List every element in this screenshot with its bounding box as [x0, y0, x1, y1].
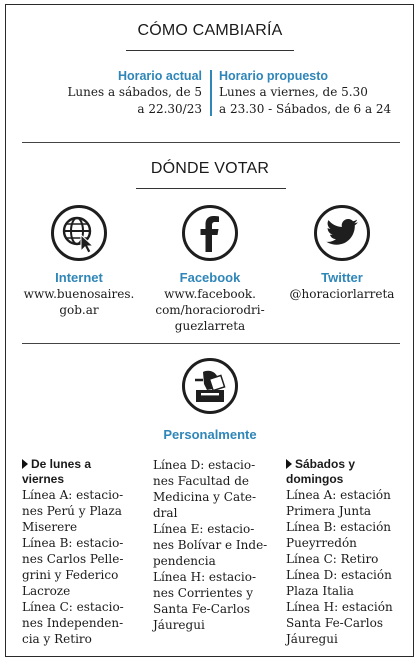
station-line: nes Perú y Plaza [22, 504, 122, 518]
station-line: Línea D: estación [286, 568, 392, 582]
bullet-triangle-icon [286, 459, 292, 469]
station-line: Línea A: estación [286, 488, 391, 502]
twitter-bird-icon [314, 205, 370, 261]
column-weekdays-2 [153, 457, 283, 633]
station-line: Jáuregui [286, 632, 338, 646]
channel-value-facebook-line: guezlarreta [174, 319, 246, 333]
current-schedule-line: Lunes a sábados, de 5 [67, 85, 202, 99]
section-title-donde-votar: DÓNDE VOTAR [150, 160, 270, 177]
column-weekends [286, 457, 406, 647]
current-schedule-heading: Horario actual [117, 69, 202, 83]
section-title-como-cambiaria: CÓMO CAMBIARÍA [137, 22, 283, 39]
station-line: Miserere [22, 520, 78, 534]
channel-name-twitter: Twitter [321, 270, 363, 285]
station-line: pendencia [153, 554, 216, 568]
channel-value-twitter-line: @horaciorlarreta [289, 287, 395, 301]
channel-name-internet: Internet [55, 270, 103, 285]
column-heading: De lunes a viernes [22, 457, 92, 486]
station-line: nes Facultad de [153, 474, 250, 488]
facebook-icon [182, 205, 238, 261]
channel-value-internet-line: gob.ar [59, 303, 99, 317]
bullet-triangle-icon [22, 459, 28, 469]
channel-value-facebook-line: www.facebook. [164, 287, 256, 301]
channel-value-facebook-line: com/horaciorodri- [155, 303, 265, 317]
station-line: Línea H: estacio- [153, 570, 257, 584]
station-line: Plaza Italia [286, 584, 354, 598]
personalmente-heading: Personalmente [163, 427, 257, 442]
station-line: Línea H: estación [286, 600, 393, 614]
station-line: cia y Retiro [22, 632, 92, 646]
station-line: nes Corrientes y [153, 586, 254, 600]
station-line: Santa Fe-Carlos [286, 616, 384, 630]
station-line: Medicina y Cate- [153, 490, 257, 504]
proposed-schedule-heading: Horario propuesto [219, 69, 329, 83]
station-line: Línea C: Retiro [286, 552, 379, 566]
current-schedule-line: a 22.30/23 [137, 102, 202, 116]
station-line: Línea B: estacio- [22, 536, 124, 550]
station-line: Santa Fe-Carlos [153, 602, 251, 616]
title-underline [126, 50, 294, 51]
channel-value-internet-line: www.buenosaires. [23, 287, 135, 301]
station-line: Línea D: estacio- [153, 458, 256, 472]
station-line: Línea E: estacio- [153, 522, 255, 536]
station-line: grini y Federico [22, 568, 119, 582]
channel-name-facebook: Facebook [179, 270, 241, 285]
station-line: nes Independen- [22, 616, 124, 630]
station-line: Jáuregui [153, 618, 205, 632]
proposed-schedule-line: a 23.30 - Sábados, de 6 a 24 [219, 102, 392, 116]
station-line: dral [153, 506, 178, 520]
proposed-schedule-line: Lunes a viernes, de 5.30 [219, 85, 368, 99]
schedule-divider [210, 70, 212, 116]
station-line: Primera Junta [286, 504, 372, 518]
column-heading: Sábados y domingos [286, 457, 356, 486]
station-line: Línea A: estacio- [22, 488, 124, 502]
section-divider [22, 343, 400, 344]
globe-cursor-icon [51, 205, 107, 261]
section-divider [22, 142, 400, 143]
station-line: nes Carlos Pelle- [22, 552, 124, 566]
title-underline [136, 188, 286, 189]
column-weekdays-1 [22, 457, 142, 647]
ballot-box-icon [182, 358, 238, 414]
station-line: Lacroze [22, 584, 71, 598]
station-line: Línea C: estacio- [22, 600, 124, 614]
station-line: nes Bolívar e Inde- [153, 538, 268, 552]
station-line: Línea B: estación [286, 520, 392, 534]
station-line: Pueyrredón [286, 536, 357, 550]
